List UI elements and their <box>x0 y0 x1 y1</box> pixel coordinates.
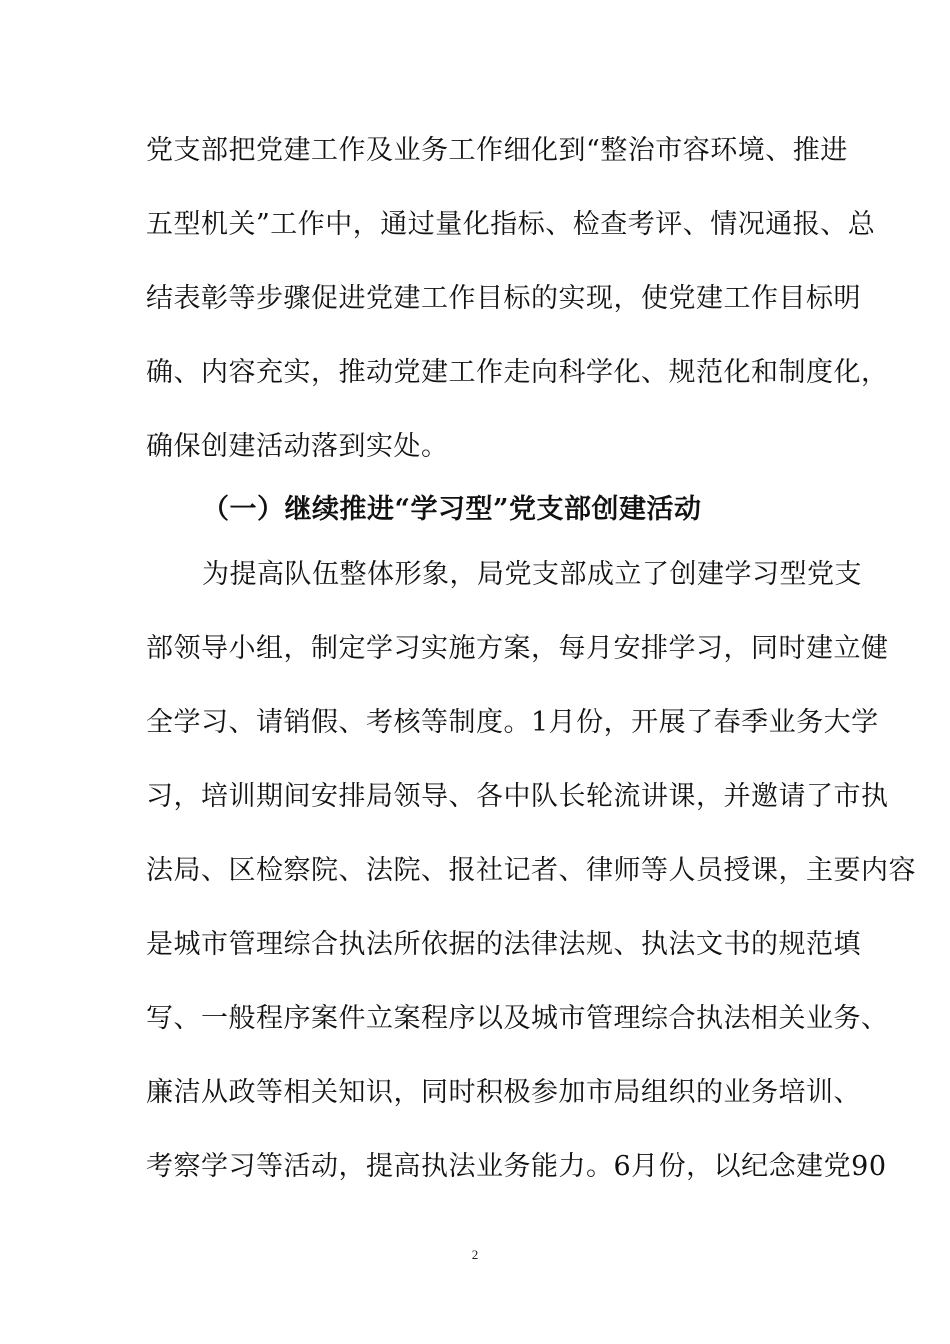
paragraph-2-line-4: 习，培训期间安排局领导、各中队长轮流讲课，并邀请了市执 <box>146 781 889 812</box>
page-number: 2 <box>471 1247 479 1262</box>
paragraph-1-line-4: 确、内容充实，推动党建工作走向科学化、规范化和制度化， <box>146 357 889 388</box>
paragraph-2-line-5: 法局、区检察院、法院、报社记者、律师等人员授课，主要内容 <box>146 855 916 886</box>
paragraph-1-line-2: 五型机关”工作中，通过量化指标、检查考评、情况通报、总 <box>146 209 876 240</box>
paragraph-2-line-7: 写、一般程序案件立案程序以及城市管理综合执法相关业务、 <box>146 1003 889 1034</box>
paragraph-1-line-1: 党支部把党建工作及业务工作细化到“整治市容环境、推进 <box>146 135 848 166</box>
paragraph-2-line-8: 廉洁从政等相关知识，同时积极参加市局组织的业务培训、 <box>146 1077 861 1108</box>
paragraph-1-line-5: 确保创建活动落到实处。 <box>146 431 449 462</box>
paragraph-2-line-1: 为提高队伍整体形象，局党支部成立了创建学习型党支 <box>202 559 862 590</box>
paragraph-2-line-9: 考察学习等活动，提高执法业务能力。6月份，以纪念建党90 <box>146 1151 887 1182</box>
paragraph-2-line-3: 全学习、请销假、考核等制度。1月份，开展了春季业务大学 <box>146 707 879 738</box>
paragraph-1-line-3: 结表彰等步骤促进党建工作目标的实现，使党建工作目标明 <box>146 283 861 314</box>
section-heading: （一）继续推进“学习型”党支部创建活动 <box>202 494 702 525</box>
paragraph-2-line-6: 是城市管理综合执法所依据的法律法规、执法文书的规范填 <box>146 929 861 960</box>
paragraph-2-line-2: 部领导小组，制定学习实施方案，每月安排学习，同时建立健 <box>146 633 889 664</box>
